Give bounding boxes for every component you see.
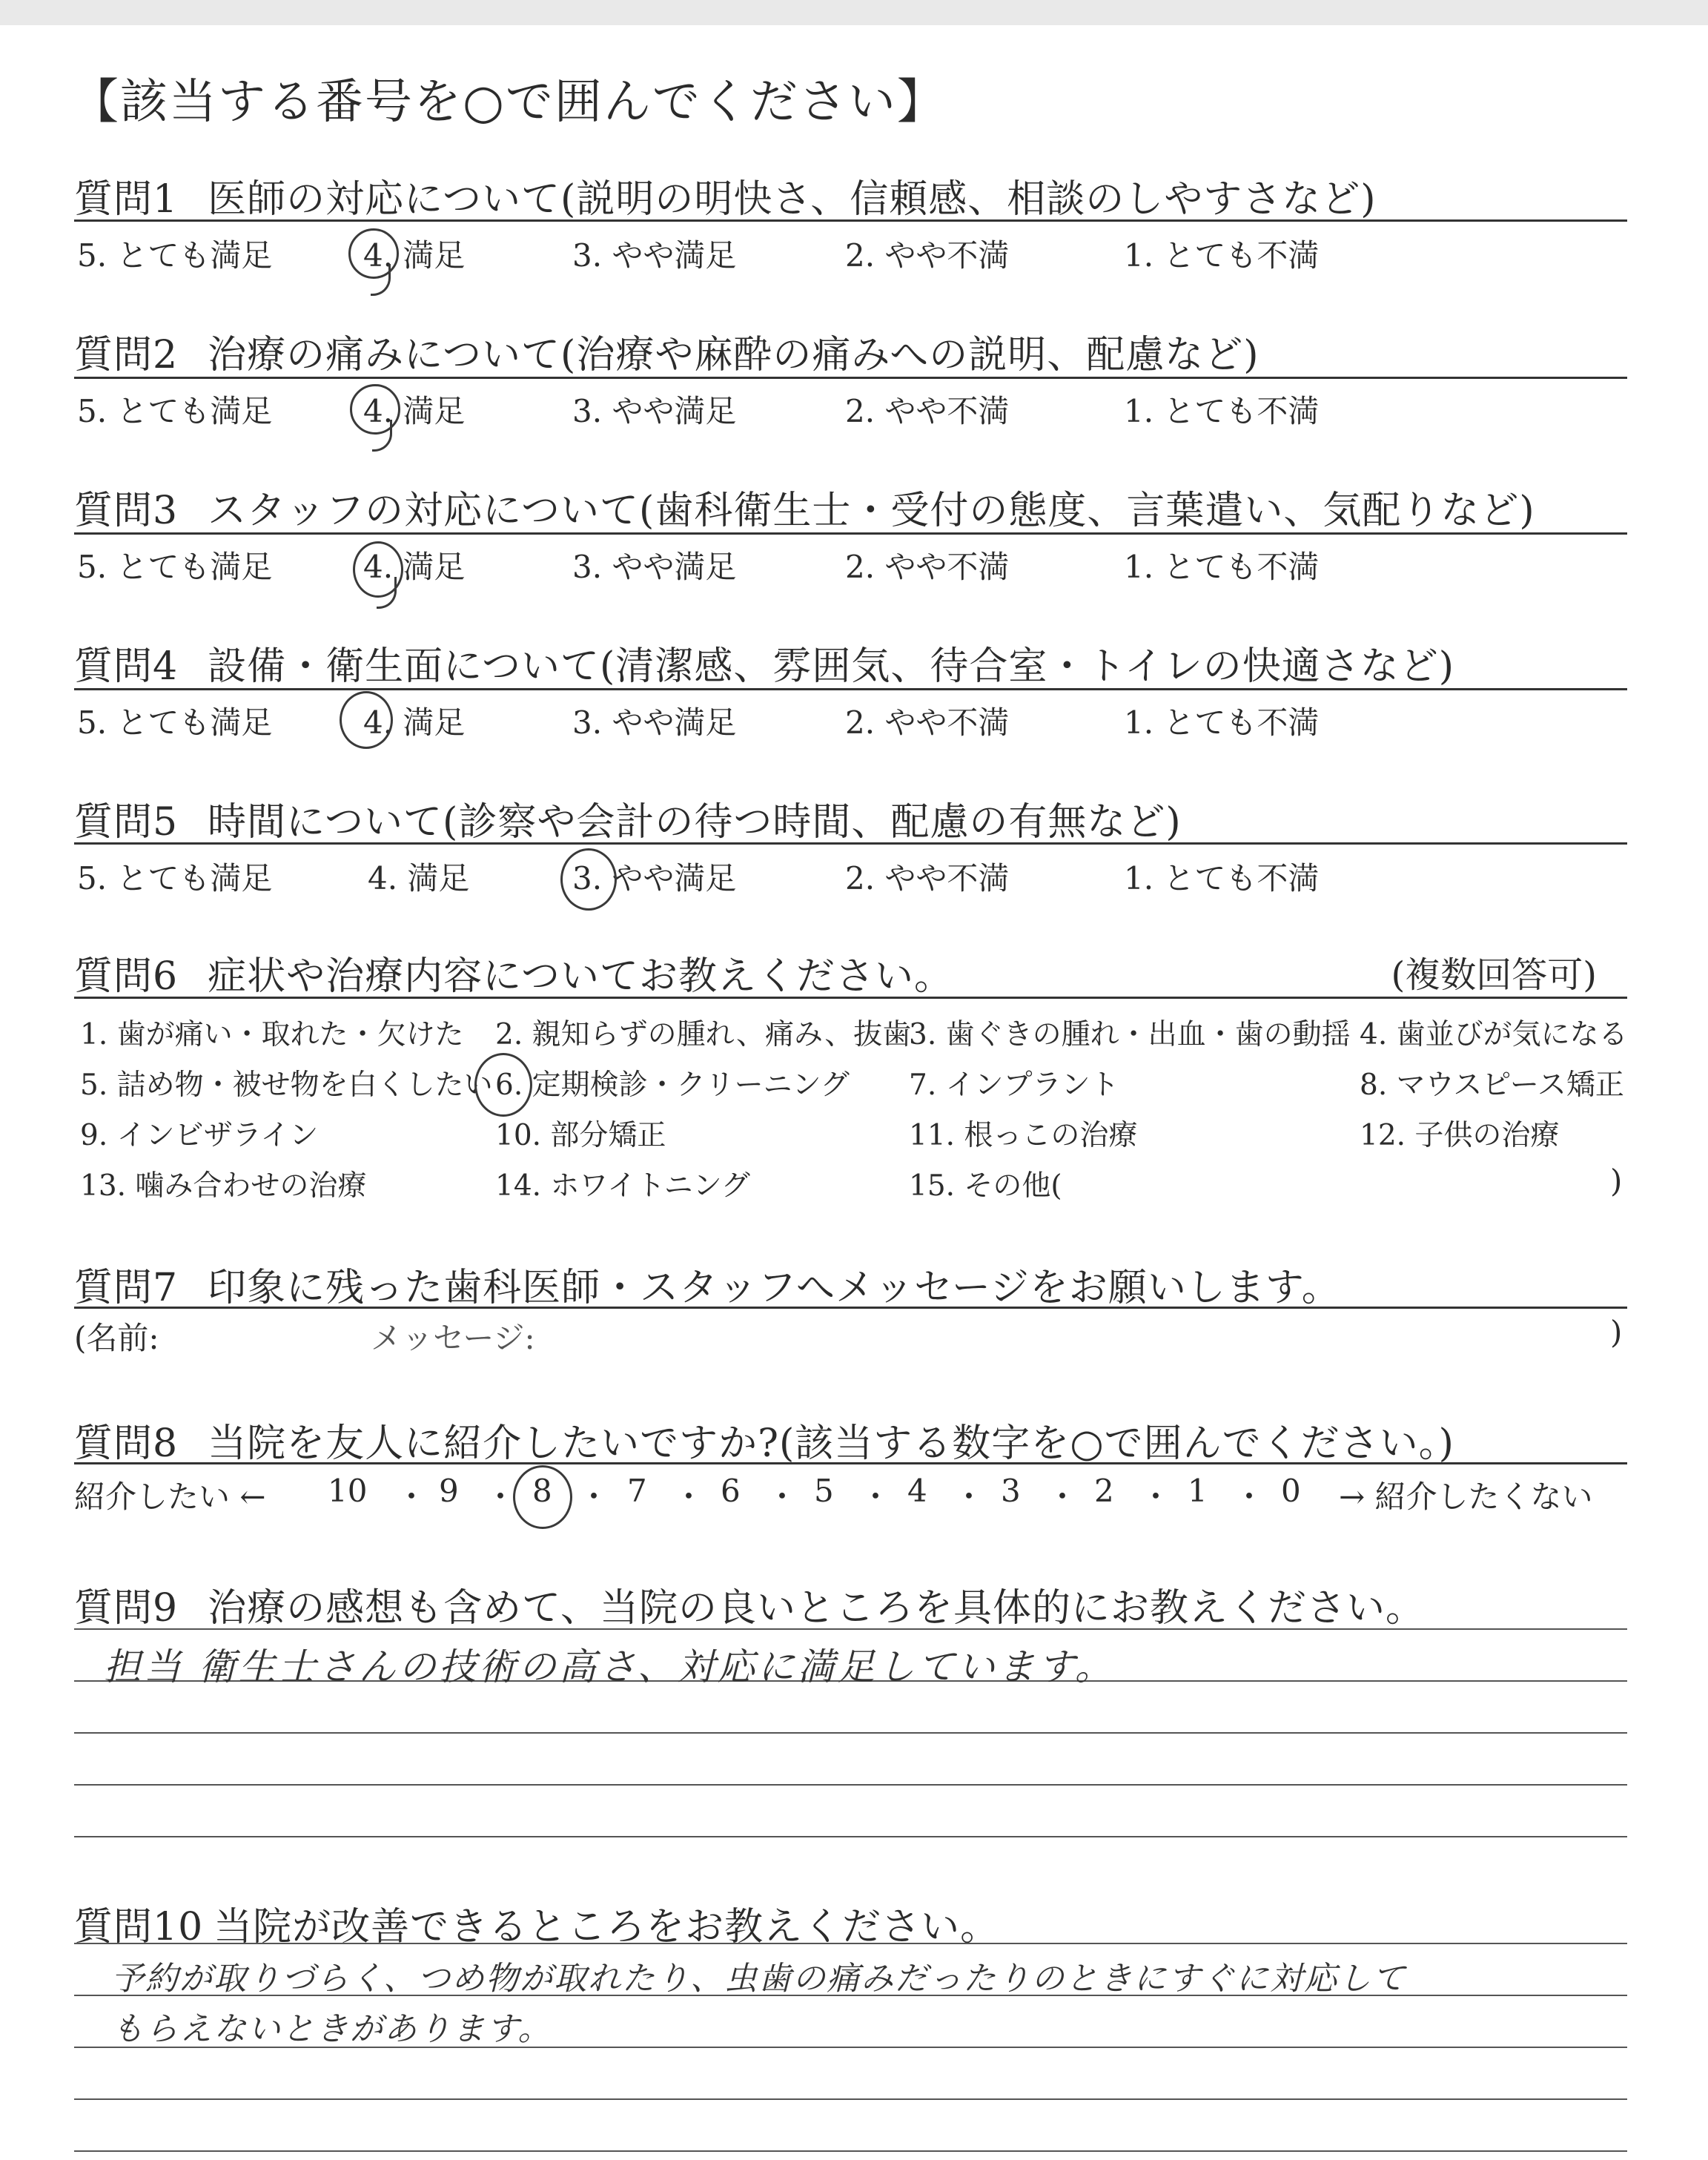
- question-number: 質問8: [74, 1421, 179, 1466]
- page-title: 【該当する番号を○で囲んでください】: [71, 75, 946, 130]
- q8-dot: ・: [767, 1479, 798, 1515]
- question-5-heading: [74, 790, 1631, 846]
- q4-option-5[interactable]: 5. とても満足: [77, 704, 273, 741]
- question-number: 質問2: [74, 333, 179, 377]
- q8-score-3[interactable]: 3: [1001, 1473, 1021, 1509]
- q8-left-label: 紹介したい ←: [74, 1479, 266, 1515]
- question-text: 印象に残った歯科医師・スタッフへメッセージをお願いします。: [208, 1266, 1341, 1310]
- q6-option-11[interactable]: 11. 根っこの治療: [909, 1119, 1138, 1152]
- multiple-answer-note: (複数回答可): [1391, 954, 1597, 996]
- q3-option-4[interactable]: 4. 満足: [363, 549, 466, 585]
- question-text: 治療の痛みについて(治療や麻酔の痛みへの説明、配慮など): [208, 333, 1260, 377]
- q8-dot: ・: [1140, 1479, 1172, 1515]
- q8-dot: ・: [396, 1479, 428, 1515]
- q5-selection-circle: [560, 848, 617, 911]
- q1-option-1[interactable]: 1. とても不満: [1124, 237, 1320, 274]
- q3-option-1[interactable]: 1. とても不満: [1124, 549, 1320, 585]
- q8-score-9[interactable]: 9: [439, 1473, 459, 1509]
- q3-selection-tail: [377, 577, 397, 609]
- q1-option-5[interactable]: 5. とても満足: [77, 237, 273, 274]
- q10-answer-line: [74, 2150, 1627, 2152]
- q8-score-8[interactable]: 8: [532, 1473, 552, 1509]
- q8-score-0[interactable]: 0: [1281, 1473, 1301, 1509]
- q3-option-5[interactable]: 5. とても満足: [77, 549, 273, 585]
- q7-name-label[interactable]: (名前:: [74, 1320, 159, 1356]
- q2-option-2[interactable]: 2. やや不満: [845, 393, 1010, 429]
- q7-message-label[interactable]: メッセージ:: [371, 1320, 535, 1356]
- q8-score-5[interactable]: 5: [814, 1473, 834, 1509]
- question-9-heading: [74, 1576, 1631, 1632]
- q8-dot: ・: [953, 1479, 985, 1515]
- q8-dot: ・: [578, 1479, 610, 1515]
- q6-option-3[interactable]: 3. 歯ぐきの腫れ・出血・歯の動揺: [909, 1018, 1351, 1051]
- q6-option-7[interactable]: 7. インプラント: [909, 1069, 1119, 1102]
- question-text: 治療の感想も含めて、当院の良いところを具体的にお教えください。: [208, 1586, 1426, 1631]
- q6-option-2[interactable]: 2. 親知らずの腫れ、痛み、抜歯: [495, 1018, 912, 1051]
- q8-selection-circle: [513, 1465, 572, 1529]
- q6-option-1[interactable]: 1. 歯が痛い・取れた・欠けた: [80, 1018, 464, 1051]
- question-3-rule: [74, 532, 1627, 535]
- q9-handwritten-answer[interactable]: 担当 衛生士さんの技術の高さ、対応に満足しています。: [104, 1645, 1115, 1688]
- q8-dot: ・: [1047, 1479, 1079, 1515]
- question-1-rule: [74, 219, 1627, 222]
- q8-score-2[interactable]: 2: [1094, 1473, 1114, 1509]
- question-7-rule: [74, 1307, 1627, 1309]
- q6-selection-circle: [474, 1053, 532, 1117]
- q8-dot: ・: [485, 1479, 517, 1515]
- q6-option-8[interactable]: 8. マウスピース矯正: [1360, 1069, 1624, 1102]
- question-text: 時間について(診察や会計の待つ時間、配慮の有無など): [208, 800, 1182, 845]
- q6-option-6[interactable]: 6. 定期検診・クリーニング: [495, 1069, 850, 1102]
- q6-option-13[interactable]: 13. 噛み合わせの治療: [80, 1169, 367, 1203]
- q8-score-4[interactable]: 4: [907, 1473, 927, 1509]
- q4-option-3[interactable]: 3. やや満足: [572, 704, 737, 741]
- question-4-rule: [74, 688, 1627, 690]
- q8-dot: ・: [860, 1479, 892, 1515]
- q5-option-2[interactable]: 2. やや不満: [845, 860, 1010, 896]
- question-text: 当院を友人に紹介したいですか?(該当する数字を○で囲んでください。): [208, 1421, 1454, 1466]
- q8-dot: ・: [673, 1479, 705, 1515]
- question-2-heading: [74, 323, 1631, 379]
- q1-option-2[interactable]: 2. やや不満: [845, 237, 1010, 274]
- question-text: 症状や治療内容についてお教えください。: [208, 954, 954, 999]
- question-number: 質問1: [74, 177, 179, 222]
- q10-handwritten-answer-line-1[interactable]: 予約が取りづらく、つめ物が取れたり、虫歯の痛みだったりのときにすぐに対応して: [111, 1960, 1407, 1998]
- question-number: 質問9: [74, 1586, 179, 1631]
- question-2-rule: [74, 377, 1627, 379]
- q7-close-paren: ): [1610, 1314, 1623, 1350]
- question-number: 質問6: [74, 954, 179, 999]
- q3-option-2[interactable]: 2. やや不満: [845, 549, 1010, 585]
- q9-answer-line: [74, 1628, 1627, 1630]
- q10-answer-line: [74, 2098, 1627, 2100]
- question-number: 質問4: [74, 644, 179, 689]
- q1-option-4[interactable]: 4. 満足: [363, 237, 466, 274]
- q2-option-5[interactable]: 5. とても満足: [77, 393, 273, 429]
- q6-option-4[interactable]: 4. 歯並びが気になる: [1360, 1018, 1628, 1051]
- q2-option-4[interactable]: 4. 満足: [363, 393, 466, 429]
- q4-option-2[interactable]: 2. やや不満: [845, 704, 1010, 741]
- q8-score-6[interactable]: 6: [721, 1473, 741, 1509]
- q6-option-12[interactable]: 12. 子供の治療: [1360, 1119, 1560, 1152]
- q3-option-3[interactable]: 3. やや満足: [572, 549, 737, 585]
- q6-option-15[interactable]: 15. その他(: [909, 1169, 1062, 1203]
- q5-option-4[interactable]: 4. 満足: [368, 860, 470, 896]
- q9-answer-line: [74, 1836, 1627, 1837]
- q6-option-14[interactable]: 14. ホワイトニング: [495, 1169, 750, 1203]
- question-number: 質問10: [74, 1905, 204, 1949]
- question-7-heading: [74, 1256, 1631, 1312]
- q5-option-1[interactable]: 1. とても不満: [1124, 860, 1320, 896]
- question-3-heading: [74, 479, 1631, 535]
- question-number: 質問5: [74, 800, 179, 845]
- question-text: 設備・衛生面について(清潔感、雰囲気、待合室・トイレの快適さなど): [208, 644, 1455, 689]
- q6-option-5[interactable]: 5. 詰め物・被せ物を白くしたい: [80, 1069, 493, 1102]
- question-1-heading: [74, 168, 1631, 223]
- question-6-rule: [74, 997, 1627, 999]
- scan-top-edge: [0, 0, 1708, 25]
- q4-option-4[interactable]: 4. 満足: [363, 704, 466, 741]
- question-4-heading: [74, 635, 1631, 690]
- q1-selection-tail: [371, 264, 391, 296]
- q6-other-close-paren: ): [1610, 1163, 1623, 1199]
- q5-option-5[interactable]: 5. とても満足: [77, 860, 273, 896]
- q6-option-10[interactable]: 10. 部分矯正: [495, 1119, 666, 1152]
- q2-option-3[interactable]: 3. やや満足: [572, 393, 737, 429]
- q2-selection-tail: [372, 420, 392, 452]
- q4-selection-circle: [340, 691, 393, 749]
- q9-answer-line: [74, 1732, 1627, 1734]
- question-8-rule: [74, 1462, 1627, 1464]
- question-text: 医師の対応について(説明の明快さ、信頼感、相談のしやすさなど): [208, 177, 1377, 222]
- question-8-heading: [74, 1412, 1631, 1467]
- question-text: 当院が改善できるところをお教えください。: [214, 1905, 1000, 1949]
- q4-option-1[interactable]: 1. とても不満: [1124, 704, 1320, 741]
- question-number: 質問7: [74, 1266, 179, 1310]
- q1-option-3[interactable]: 3. やや満足: [572, 237, 737, 274]
- q8-dot: ・: [1234, 1479, 1265, 1515]
- q8-score-10[interactable]: 10: [328, 1473, 368, 1509]
- question-5-rule: [74, 842, 1627, 845]
- question-text: スタッフの対応について(歯科衛生士・受付の態度、言葉遣い、気配りなど): [208, 489, 1535, 533]
- q8-score-7[interactable]: 7: [627, 1473, 647, 1509]
- q10-answer-line: [74, 1943, 1627, 1944]
- question-number: 質問3: [74, 489, 179, 533]
- q10-handwritten-answer-line-2[interactable]: もらえないときがあります。: [111, 2010, 552, 2048]
- q9-answer-line: [74, 1784, 1627, 1786]
- q6-option-9[interactable]: 9. インビザライン: [80, 1119, 319, 1152]
- q8-right-label: → 紹介したくない: [1339, 1479, 1593, 1515]
- q8-score-1[interactable]: 1: [1188, 1473, 1208, 1509]
- q2-option-1[interactable]: 1. とても不満: [1124, 393, 1320, 429]
- q5-option-3[interactable]: 3. やや満足: [572, 860, 737, 896]
